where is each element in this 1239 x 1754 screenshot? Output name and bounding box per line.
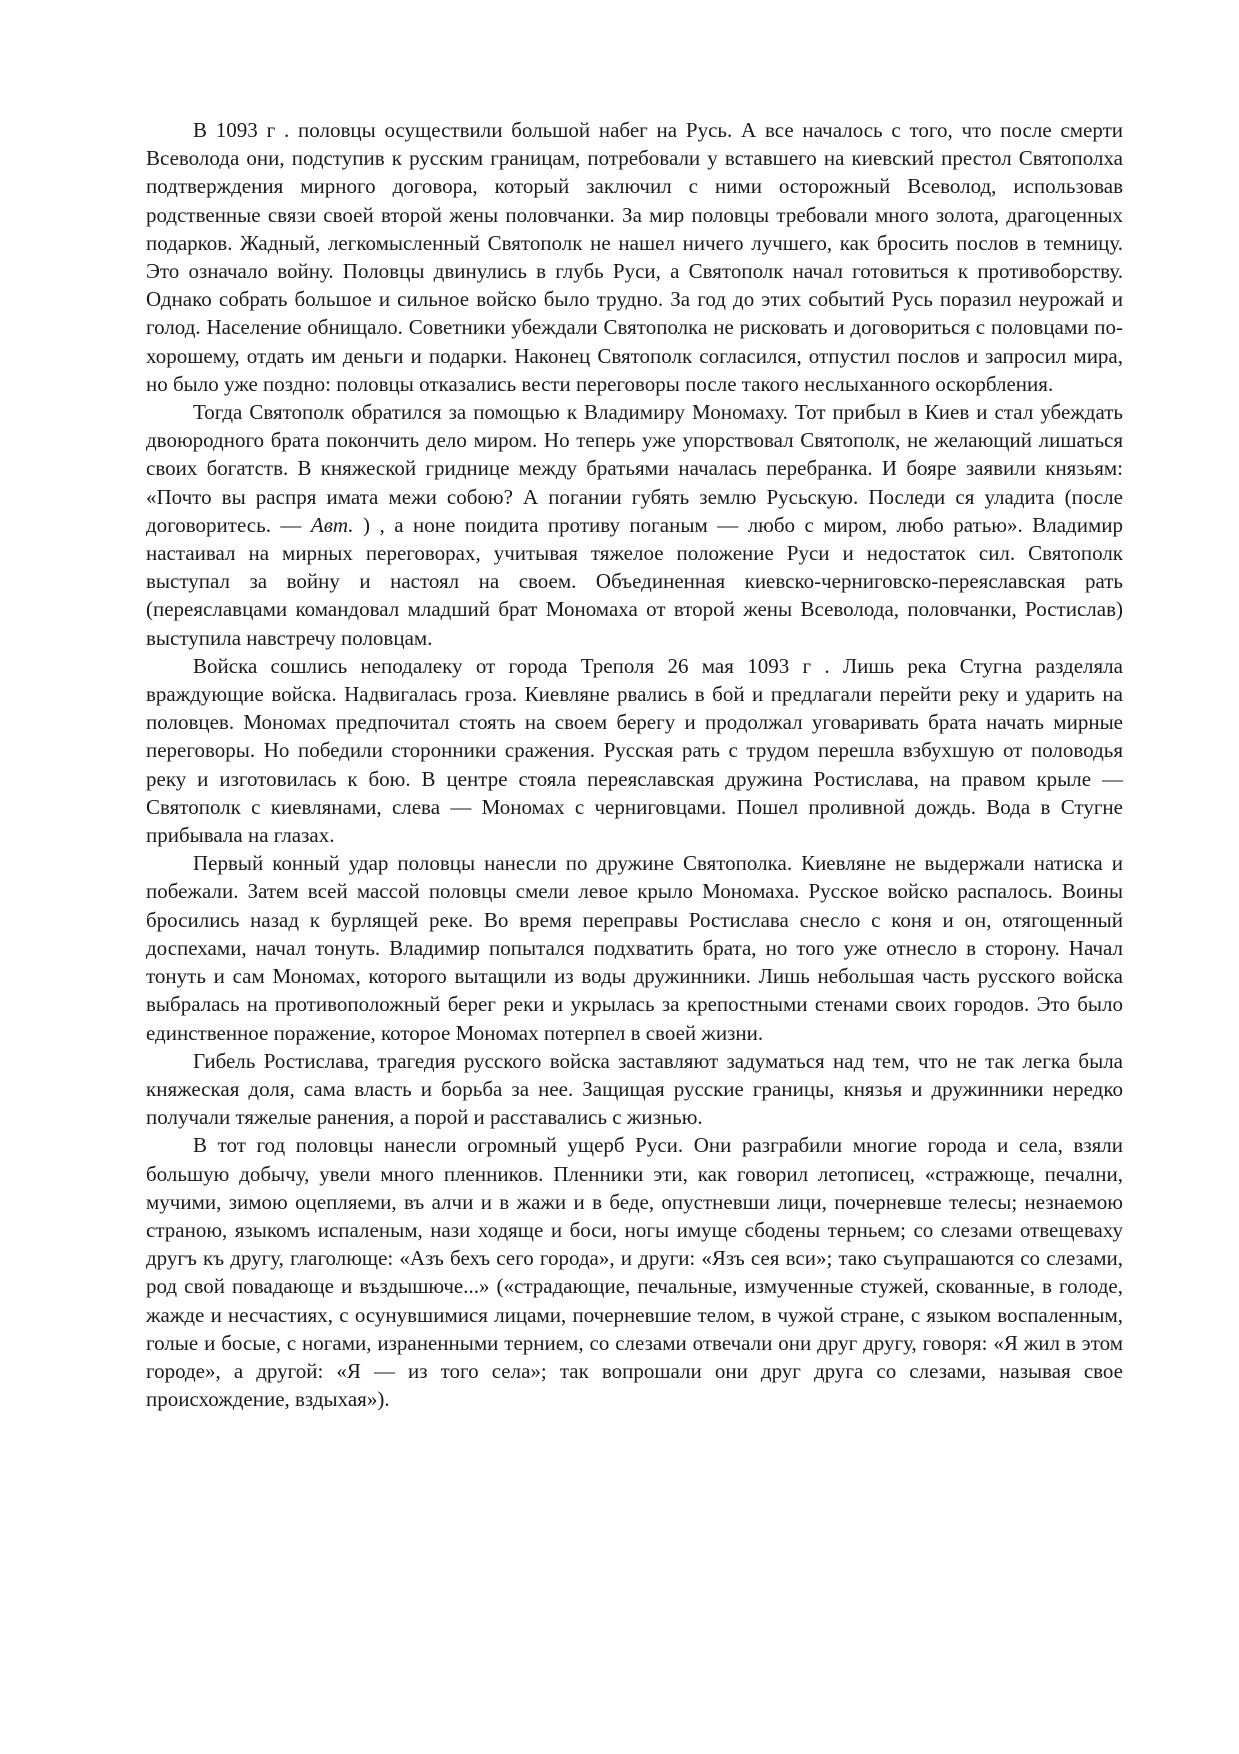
document-page	[146, 116, 1123, 1413]
paragraph-3: Войска сошлись неподалеку от города Треполя 26 мая 1093 г . Лишь река Стугна разделяла враждующие войска. Надвигалась гроза. Киевляне рвались в бой и предлагали перейти реку и ударить на половцев. Мономах предпочитал стоять на своем берегу и продолжал уговаривать брата начать мирные переговоры. Но победили сторонники сражения. Русская рать с трудом перешла взбухшую от половодья реку и изготовилась к бою. В центре стояла переяславская дружина Ростислава, на правом крыле — Святополк с киевлянами, слева — Мономах с черниговцами. Пошел проливной дождь. Вода в Стугне прибывала на глазах.	[146, 653, 1123, 848]
paragraph-2-text-before: Тогда Святополк обратился за помощью к Владимиру Мономаху. Тот прибыл в Киев и стал убеждать двоюродного брата покончить дело миром. Но теперь уже упорствовал Святополк, не желающий лишаться своих богатств. В княжеской гриднице между братьями началась перебранка. И бояре заявили князьям: «Почто вы распря имата межи собою? А погании губять землю Русьскую. Последи ся уладита (после договоритесь. —	[146, 400, 1123, 537]
paragraph-2-text-after: ) , а ноне поидита противу поганым — любо с миром, любо ратью». Владимир настаивал на мирных переговорах, учитывая тяжелое положение Руси и недостаток сил. Святополк выступал за войну и настоял на своем. Объединенная киевско-черниговско-переяславская рать (переяславцами командовал младший брат Мономаха от второй жены Всеволода, половчанки, Ростислав) выступила навстречу половцам.	[146, 512, 1123, 650]
paragraph-2-italic-abbrev: Авт.	[310, 512, 354, 537]
paragraph-5: Гибель Ростислава, трагедия русского войска заставляют задуматься над тем, что не так легка была княжеская доля, сама власть и борьба за нее. Защищая русские границы, князья и дружинники нередко получали тяжелые ранения, а порой и расставались с жизнью.	[146, 1048, 1123, 1130]
paragraph-4: Первый конный удар половцы нанесли по дружине Святополка. Киевляне не выдержали натиска и побежали. Затем всей массой половцы смели левое крыло Мономаха. Русское войско распалось. Воины бросились назад к бурлящей реке. Во время переправы Ростислава снесло с коня и он, отягощенный доспехами, начал тонуть. Владимир попытался подхватить брата, но того уже отнесло в сторону. Начал тонуть и сам Мономах, которого вытащили из воды дружинники. Лишь небольшая часть русского войска выбралась на противоположный берег реки и укрылась за крепостными стенами своих городов. Это было единственное поражение, которое Мономах потерпел в своей жизни.	[146, 851, 1123, 1045]
paragraph-6: В тот год половцы нанесли огромный ущерб Руси. Они разграбили многие города и села, взяли большую добычу, увели много пленников. Пленники эти, как говорил летописец, «стражюще, печални, мучими, зимою оцепляеми, въ алчи и в жажи и в беде, опустневши лици, почерневше телесы; незнаемою страною, языкомъ испаленым, нази ходяще и боси, ногы имуще сбодены терньем; со слезами отвещеваху другъ къ другу, глаголюще: «Азъ бехъ сего города», и други: «Язъ сея вси»; тако съупрашаются со слезами, род свой повадающе и въздышюче...» («страдающие, печальные, измученные стужей, скованные, в голоде, жажде и несчастиях, с осунувшимися лицами, почерневшие телом, в чужой стране, с языком воспаленным, голые и босые, с ногами, израненными терние​м, со слезами отвечали они друг другу, говоря: «Я жил в этом городе», а другой: «Я — из того села»; так вопрошали они друг друга со слезами, называя свое происхождение, вздыхая»).	[146, 1133, 1123, 1412]
paragraph-1: В 1093 г . половцы осуществили большой набег на Русь. А все началось с того, что после смерти Всеволода они, подступив к русским границам, потребовали у вставшего на киевский престол Святополха подтверждения мирного договора, который заключил с ними осторожный Всеволод, использовав родственные связи своей второй жены половчанки. За мир половцы требовали много золота, драгоценных подарков. Жадный, легкомысленный Святополк не нашел ничего лучшего, как бросить послов в темницу. Это означало войну. Половцы двинулись в глубь Руси, а Святополк начал готовиться к противоборству. Однако собрать большое и сильное войско было трудно. За год до этих событий Русь поразил неурожай и голод. Население обнищало. Советники убеждали Святополка не рисковать и договориться с половцами по-хорошему, отдать им деньги и подарки. Наконец Святополк согласился, отпустил послов и запросил мира, но было уже поздно: половцы отказались вести переговоры после такого неслыханного оскорбления.	[146, 118, 1123, 396]
paragraph-2	[146, 398, 1123, 652]
